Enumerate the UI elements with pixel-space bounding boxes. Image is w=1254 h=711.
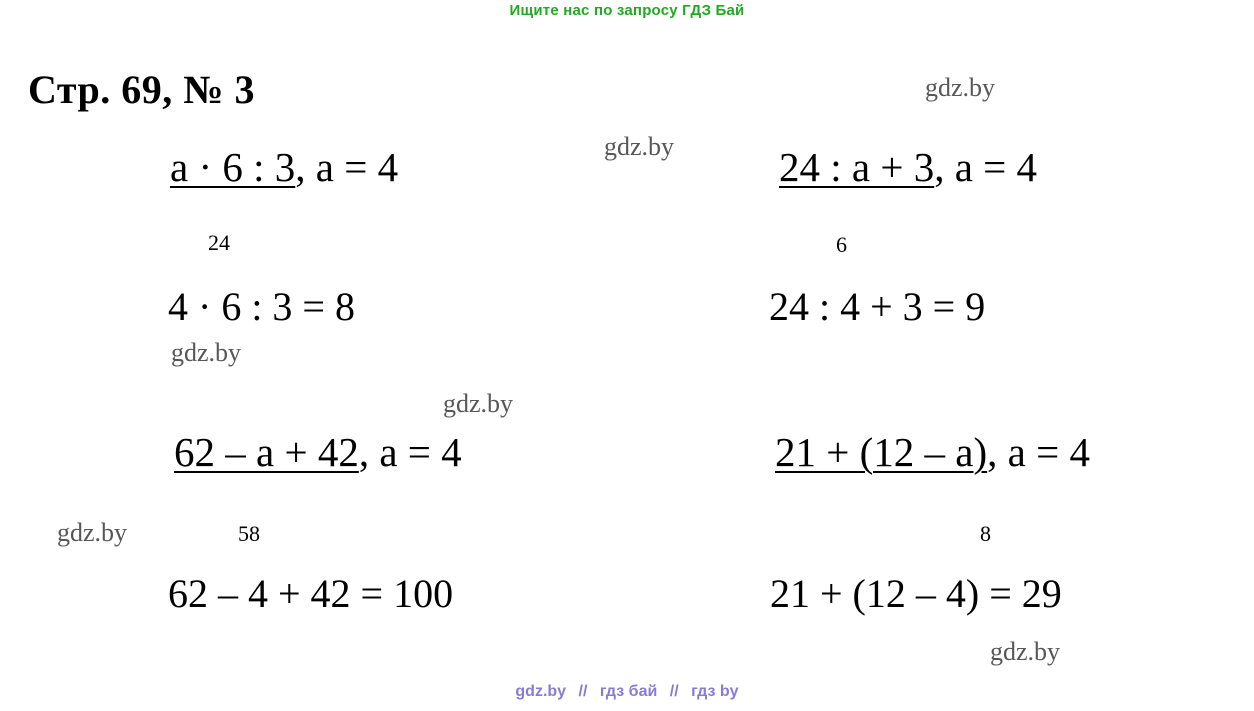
footer-part-2: гдз бай <box>599 683 658 700</box>
footer <box>0 683 1254 701</box>
problem-1-hint: 24 <box>208 230 230 255</box>
watermark: gdz.by <box>990 637 1061 666</box>
problem-4-expression: 21 + (12 – a) <box>775 429 988 475</box>
problem-3-hint: 58 <box>238 521 260 546</box>
problem-3-solution: 62 – 4 + 42 = 100 <box>168 571 454 616</box>
page-title: Стр. 69, № 3 <box>28 67 255 112</box>
problem-2-condition: , a = 4 <box>934 144 1038 190</box>
problem-2-task <box>779 145 1037 190</box>
problem-2-expression: 24 : a + 3 <box>779 144 935 190</box>
problem-3-expression: 62 – a + 42 <box>174 429 359 475</box>
problem-1-condition: , a = 4 <box>295 144 399 190</box>
watermark: gdz.by <box>443 389 514 418</box>
problem-3-task <box>174 430 462 475</box>
footer-separator-1: // <box>578 683 588 700</box>
problem-4-task <box>775 430 1090 475</box>
problem-2-solution: 24 : 4 + 3 = 9 <box>769 284 986 329</box>
problem-4-solution: 21 + (12 – 4) = 29 <box>770 571 1062 616</box>
watermark: gdz.by <box>604 132 675 161</box>
site-banner: Ищите нас по запросу ГДЗ Бай <box>509 2 745 19</box>
problem-3-condition: , a = 4 <box>358 429 462 475</box>
problem-1-task <box>170 145 398 190</box>
footer-part-3: гдз by <box>691 683 739 700</box>
watermark: gdz.by <box>57 518 128 547</box>
problem-4-condition: , a = 4 <box>987 429 1090 475</box>
watermark: gdz.by <box>925 73 996 102</box>
problem-1-solution: 4 · 6 : 3 = 8 <box>168 284 355 329</box>
problem-2-hint: 6 <box>836 232 847 257</box>
footer-part-1: gdz.by <box>515 683 567 700</box>
watermark: gdz.by <box>171 338 242 367</box>
problem-1-expression: a · 6 : 3 <box>170 144 296 190</box>
problem-4-hint: 8 <box>980 521 991 546</box>
footer-separator-2: // <box>669 683 679 700</box>
